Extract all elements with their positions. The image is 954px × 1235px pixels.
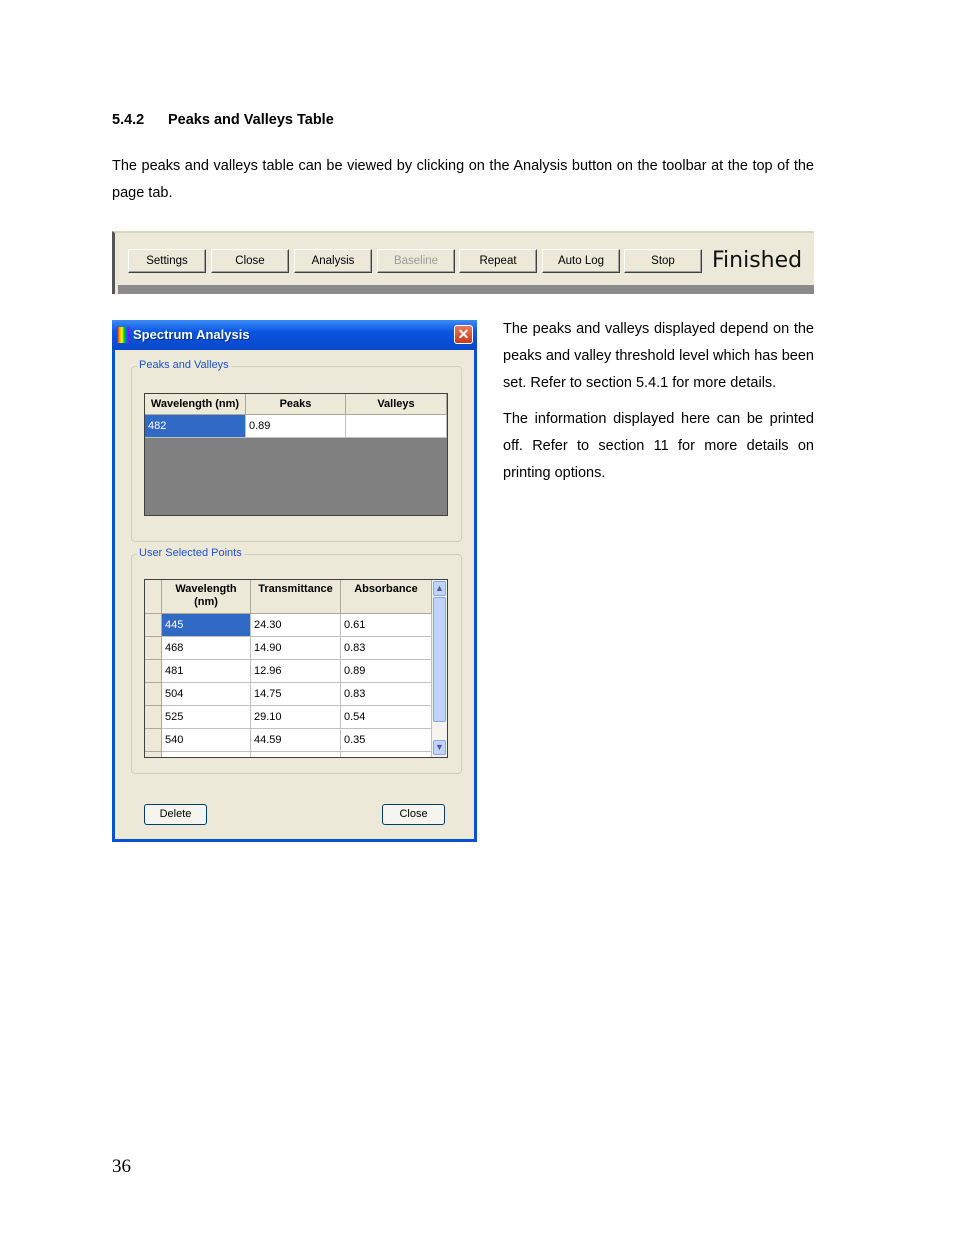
stop-button[interactable]: Stop bbox=[624, 249, 702, 273]
analysis-button[interactable]: Analysis bbox=[294, 249, 372, 273]
row-header[interactable] bbox=[145, 683, 162, 706]
table-cell[interactable]: 0.61 bbox=[341, 614, 432, 637]
user-points-group-title: User Selected Points bbox=[139, 547, 242, 559]
table-cell[interactable]: 14.75 bbox=[251, 683, 341, 706]
spectrum-analysis-dialog bbox=[112, 320, 477, 842]
row-header[interactable] bbox=[145, 706, 162, 729]
baseline-button[interactable]: Baseline bbox=[377, 249, 455, 273]
table-cell[interactable]: 0.35 bbox=[341, 729, 432, 752]
table-cell[interactable]: 24.30 bbox=[251, 614, 341, 637]
table-cell[interactable]: 0.89 bbox=[246, 415, 346, 438]
side-paragraph: The information displayed here can be printed off. Refer to section 11 for more details on printing options. bbox=[503, 411, 814, 481]
toolbar-divider bbox=[118, 285, 814, 294]
table-cell[interactable] bbox=[346, 415, 447, 438]
section-heading bbox=[112, 112, 334, 128]
toolbar bbox=[112, 231, 814, 294]
repeat-button[interactable]: Repeat bbox=[459, 249, 537, 273]
column-header-absorbance[interactable]: Absorbance bbox=[341, 580, 432, 614]
spectrum-app-icon bbox=[117, 327, 129, 343]
table-cell[interactable]: 0.83 bbox=[341, 637, 432, 660]
table-cell[interactable]: 482 bbox=[145, 415, 246, 438]
table-cell[interactable]: 445 bbox=[162, 614, 251, 637]
table-cell bbox=[251, 752, 341, 758]
table-cell bbox=[341, 752, 432, 758]
scroll-up-icon[interactable]: ▲ bbox=[433, 581, 446, 596]
row-header[interactable] bbox=[145, 660, 162, 683]
table-cell[interactable]: 0.54 bbox=[341, 706, 432, 729]
grid-corner bbox=[145, 580, 162, 614]
intro-paragraph: The peaks and valleys table can be viewed by clicking on the Analysis button on the toolbar at the top of the page tab. bbox=[112, 158, 814, 201]
close-button[interactable]: Close bbox=[382, 804, 445, 825]
dialog-title-bar[interactable] bbox=[112, 320, 477, 350]
auto-log-button[interactable]: Auto Log bbox=[542, 249, 620, 273]
table-cell[interactable]: 0.89 bbox=[341, 660, 432, 683]
table-cell[interactable]: 12.96 bbox=[251, 660, 341, 683]
status-text: Finished bbox=[712, 248, 803, 273]
table-cell[interactable]: 481 bbox=[162, 660, 251, 683]
table-cell[interactable]: 44.59 bbox=[251, 729, 341, 752]
scroll-down-icon[interactable]: ▼ bbox=[433, 740, 446, 755]
column-header-wavelength[interactable]: Wavelength (nm) bbox=[162, 580, 251, 614]
delete-button[interactable]: Delete bbox=[144, 804, 207, 825]
row-header[interactable] bbox=[145, 637, 162, 660]
peaks-valleys-group bbox=[131, 359, 462, 542]
table-cell[interactable]: 525 bbox=[162, 706, 251, 729]
settings-button[interactable]: Settings bbox=[128, 249, 206, 273]
column-header-wavelength[interactable]: Wavelength (nm) bbox=[145, 394, 246, 415]
peaks-valleys-grid[interactable] bbox=[144, 393, 448, 516]
page-number: 36 bbox=[112, 1156, 131, 1177]
side-description bbox=[503, 316, 814, 496]
table-cell[interactable]: 29.10 bbox=[251, 706, 341, 729]
row-header[interactable] bbox=[145, 614, 162, 637]
close-icon[interactable]: ✕ bbox=[454, 325, 473, 344]
row-header[interactable] bbox=[145, 729, 162, 752]
table-cell bbox=[162, 752, 251, 758]
table-cell[interactable]: 0.83 bbox=[341, 683, 432, 706]
table-cell[interactable]: 504 bbox=[162, 683, 251, 706]
scroll-thumb[interactable] bbox=[433, 597, 446, 722]
close-toolbar-button[interactable]: Close bbox=[211, 249, 289, 273]
column-header-peaks[interactable]: Peaks bbox=[246, 394, 346, 415]
table-cell[interactable]: 468 bbox=[162, 637, 251, 660]
table-cell[interactable]: 14.90 bbox=[251, 637, 341, 660]
column-header-transmittance[interactable]: Transmittance bbox=[251, 580, 341, 614]
row-header bbox=[145, 752, 162, 758]
section-number: 5.4.2 bbox=[112, 112, 145, 128]
user-points-grid[interactable] bbox=[144, 579, 448, 758]
side-paragraph: The peaks and valleys displayed depend on the peaks and valley threshold level which has been set. Refer to section 5.4.1 for more details. bbox=[503, 321, 814, 391]
table-cell[interactable]: 540 bbox=[162, 729, 251, 752]
column-header-valleys[interactable]: Valleys bbox=[346, 394, 447, 415]
vertical-scrollbar[interactable] bbox=[432, 580, 447, 757]
peaks-valleys-group-title: Peaks and Valleys bbox=[139, 359, 229, 371]
dialog-title: Spectrum Analysis bbox=[133, 327, 250, 342]
user-selected-points-group bbox=[131, 547, 462, 774]
section-title: Peaks and Valleys Table bbox=[168, 112, 334, 128]
